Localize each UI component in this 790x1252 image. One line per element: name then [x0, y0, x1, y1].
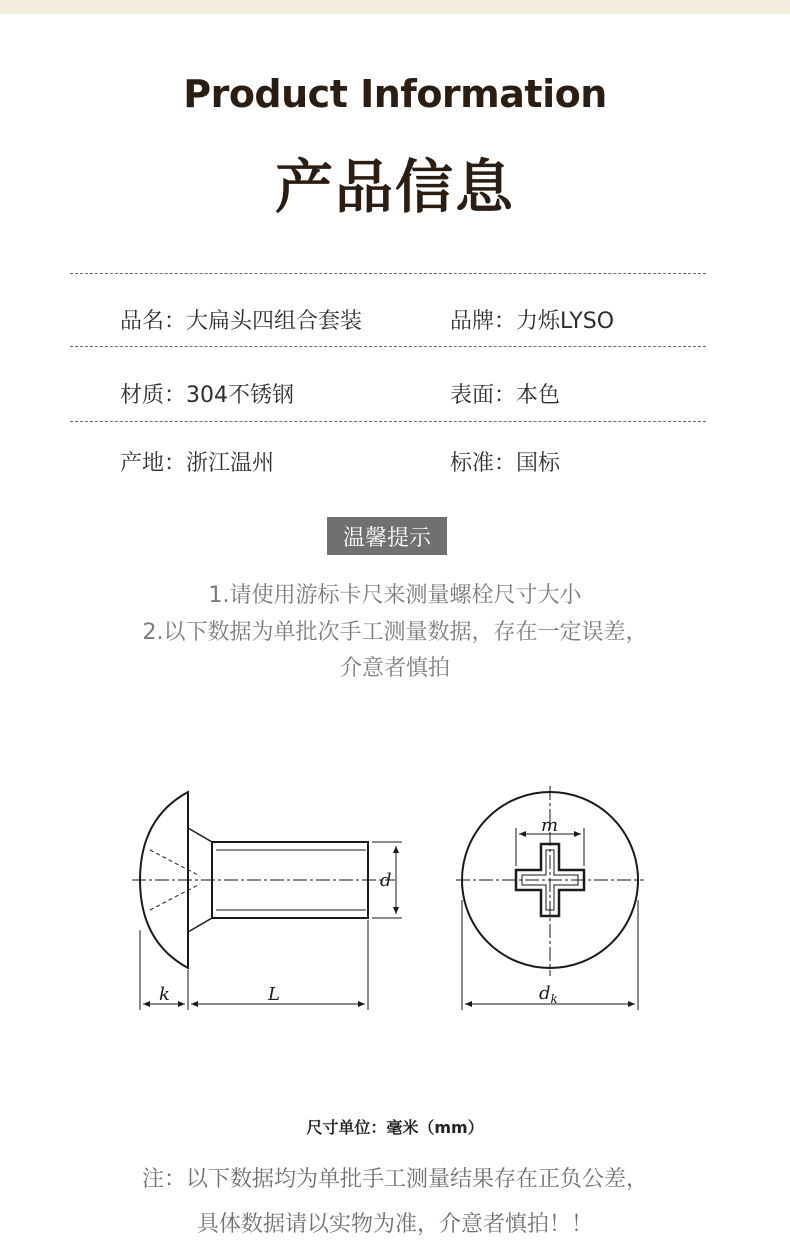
spec-product-name: 品名：大扁头四组合套装	[120, 309, 363, 334]
tip-line: 介意者慎拍	[339, 656, 450, 681]
screw-dimension-diagram	[0, 770, 790, 1040]
note-line: 具体数据请以实物为准，介意者慎拍！！	[196, 1212, 593, 1237]
title-english: Product Information	[183, 72, 607, 116]
spec-material: 材质：304不锈钢	[120, 383, 295, 408]
spec-surface: 表面：本色	[450, 383, 561, 408]
tip-line: 1.请使用游标卡尺来测量螺栓尺寸大小	[208, 583, 582, 608]
note-line: 注：以下数据均为单批手工测量结果存在正负公差，	[141, 1167, 648, 1192]
divider	[70, 273, 706, 274]
label-d: d	[380, 870, 392, 891]
tip-line: 2.以下数据为单批次手工测量数据，存在一定误差，	[142, 620, 648, 645]
label-L: L	[268, 984, 280, 1005]
label-k: k	[159, 984, 170, 1005]
tips-badge: 温馨提示	[327, 517, 447, 555]
label-m: m	[541, 815, 559, 836]
divider	[70, 421, 706, 422]
unit-caption: 尺寸单位：毫米（mm）	[306, 1118, 484, 1137]
spec-standard: 标准：国标	[450, 451, 561, 476]
label-dk: $d_k$	[539, 983, 558, 1006]
top-band	[0, 0, 790, 14]
title-chinese: 产品信息	[274, 153, 515, 221]
spec-brand: 品牌：力烁LYSO	[450, 309, 615, 334]
spec-origin: 产地：浙江温州	[120, 451, 275, 476]
divider	[70, 346, 706, 347]
